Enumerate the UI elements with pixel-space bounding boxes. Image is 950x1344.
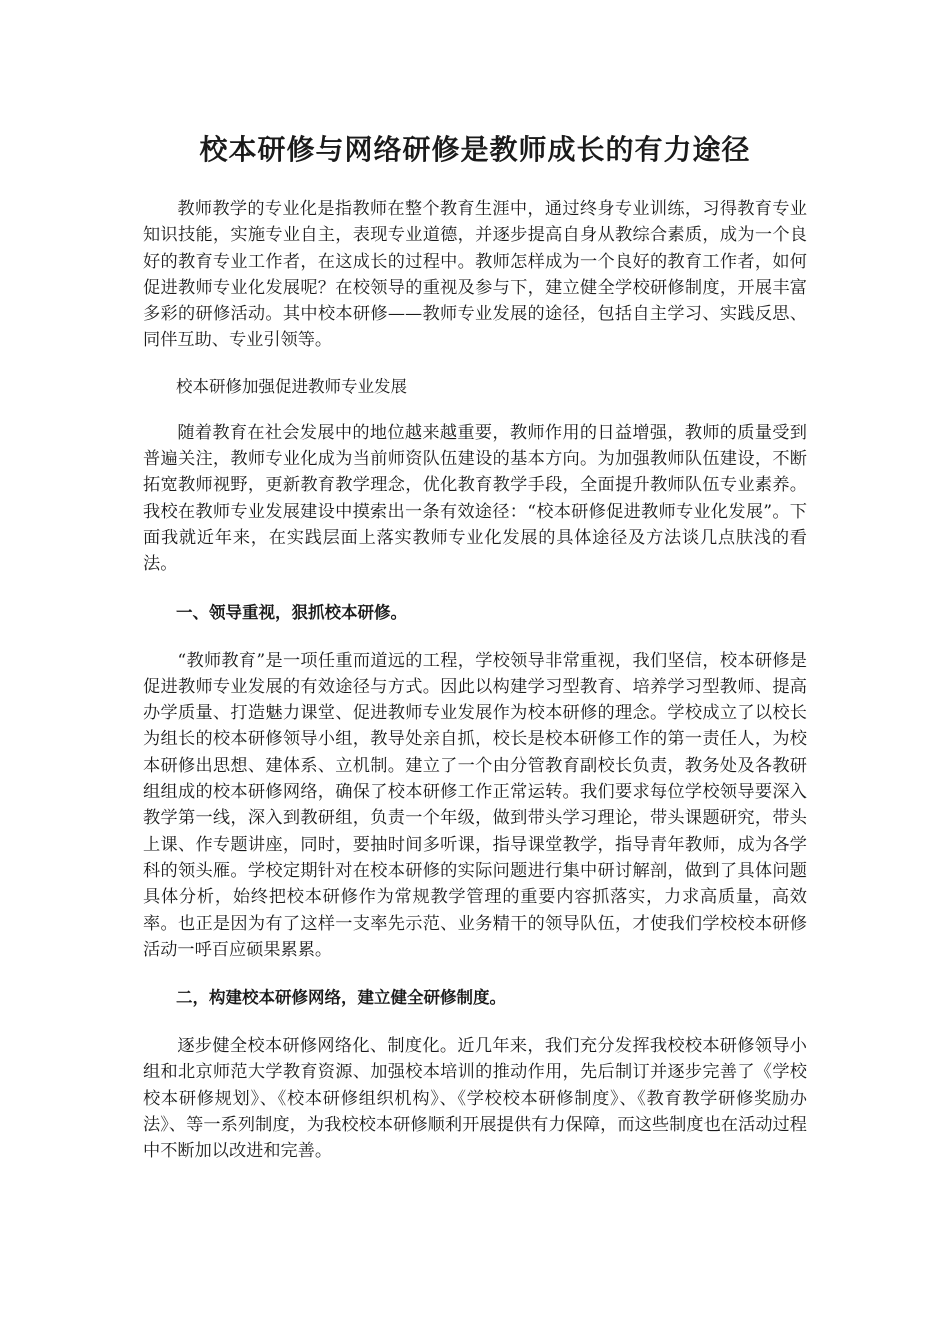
paragraph-spacer bbox=[143, 400, 807, 420]
section-subtitle: 校本研修加强促进教师专业发展 bbox=[176, 376, 407, 396]
paragraph-spacer bbox=[143, 963, 807, 985]
section-2-heading: 二，构建校本研修网络，建立健全研修制度。 bbox=[176, 988, 506, 1008]
paragraph-2: 随着教育在社会发展中的地位越来越重要，教师作用的日益增强，教师的质量受到普遍关注，教师专业化成为当前师资队伍建设的基本方向。为加强教师队伍建设，不断拓宽教师视野，更新教育教学理念，优化教育教学手段，全面提升教师队伍专业素养。我校在教师专业发展建设中摸索出一条有效途径：“校本研修促进教师专业化发展”。下面我就近年来，在实践层面上落实教师专业化发展的具体途径及方法谈几点肤浅的看法。 bbox=[143, 422, 807, 575]
document-title: 校本研修与网络研修是教师成长的有力途径 bbox=[199, 133, 751, 166]
document-body bbox=[143, 196, 807, 1165]
paragraph-spacer bbox=[143, 1011, 807, 1033]
paragraph-spacer bbox=[143, 578, 807, 600]
section-1-body: “教师教育”是一项任重而道远的工程，学校领导非常重视，我们坚信，校本研修是促进教师专业发展的有效途径与方式。因此以构建学习型教育、培养学习型教师、提高办学质量、打造魅力课堂、促进教师专业发展作为校本研修的理念。学校成立了以校长为组长的校本研修领导小组，教导处亲自抓，校长是校本研修工作的第一责任人，为校本研修出思想、建体系、立机制。建立了一个由分管教育副校长负责，教务处及各教研组组成的校本研修网络，确保了校本研修工作正常运转。我们要求每位学校领导要深入教学第一线，深入到教研组，负责一个年级，做到带头学习理论，带头课题研究，带头上课、作专题讲座，同时，要抽时间多听课，指导课堂教学，指导青年教师，成为各学科的领头雁。学校定期针对在校本研修的实际问题进行集中研讨解剖，做到了具体问题具体分析，始终把校本研修作为常规教学管理的重要内容抓落实，力求高质量，高效率。也正是因为有了这样一支率先示范、业务精干的领导队伍，才使我们学校校本研修活动一呼百应硕果累累。 bbox=[143, 650, 807, 960]
paragraph-spacer bbox=[143, 626, 807, 648]
paragraph-spacer bbox=[143, 354, 807, 374]
intro-paragraph: 教师教学的专业化是指教师在整个教育生涯中，通过终身专业训练，习得教育专业知识技能，实施专业自主，表现专业道德，并逐步提高自身从教综合素质，成为一个良好的教育专业工作者，在这成长的过程中。教师怎样成为一个良好的教育工作者，如何促进教师专业化发展呢？在校领导的重视及参与下，建立健全学校研修制度，开展丰富多彩的研修活动。其中校本研修——教师专业发展的途径，包括自主学习、实践反思、同伴互助、专业引领等。 bbox=[143, 199, 807, 351]
section-1-heading: 一、领导重视，狠抓校本研修。 bbox=[176, 602, 407, 622]
section-2-body: 逐步健全校本研修网络化、制度化。近几年来，我们充分发挥我校校本研修领导小组和北京师范大学教育资源、加强校本培训的推动作用，先后制订并逐步完善了《学校校本研修规划》、《校本研修组织机构》、《学校校本研修制度》、《教育教学研修奖励办法》、等一系列制度，为我校校本研修顺利开展提供有力保障，而这些制度也在活动过程中不断加以改进和完善。 bbox=[143, 1036, 807, 1162]
